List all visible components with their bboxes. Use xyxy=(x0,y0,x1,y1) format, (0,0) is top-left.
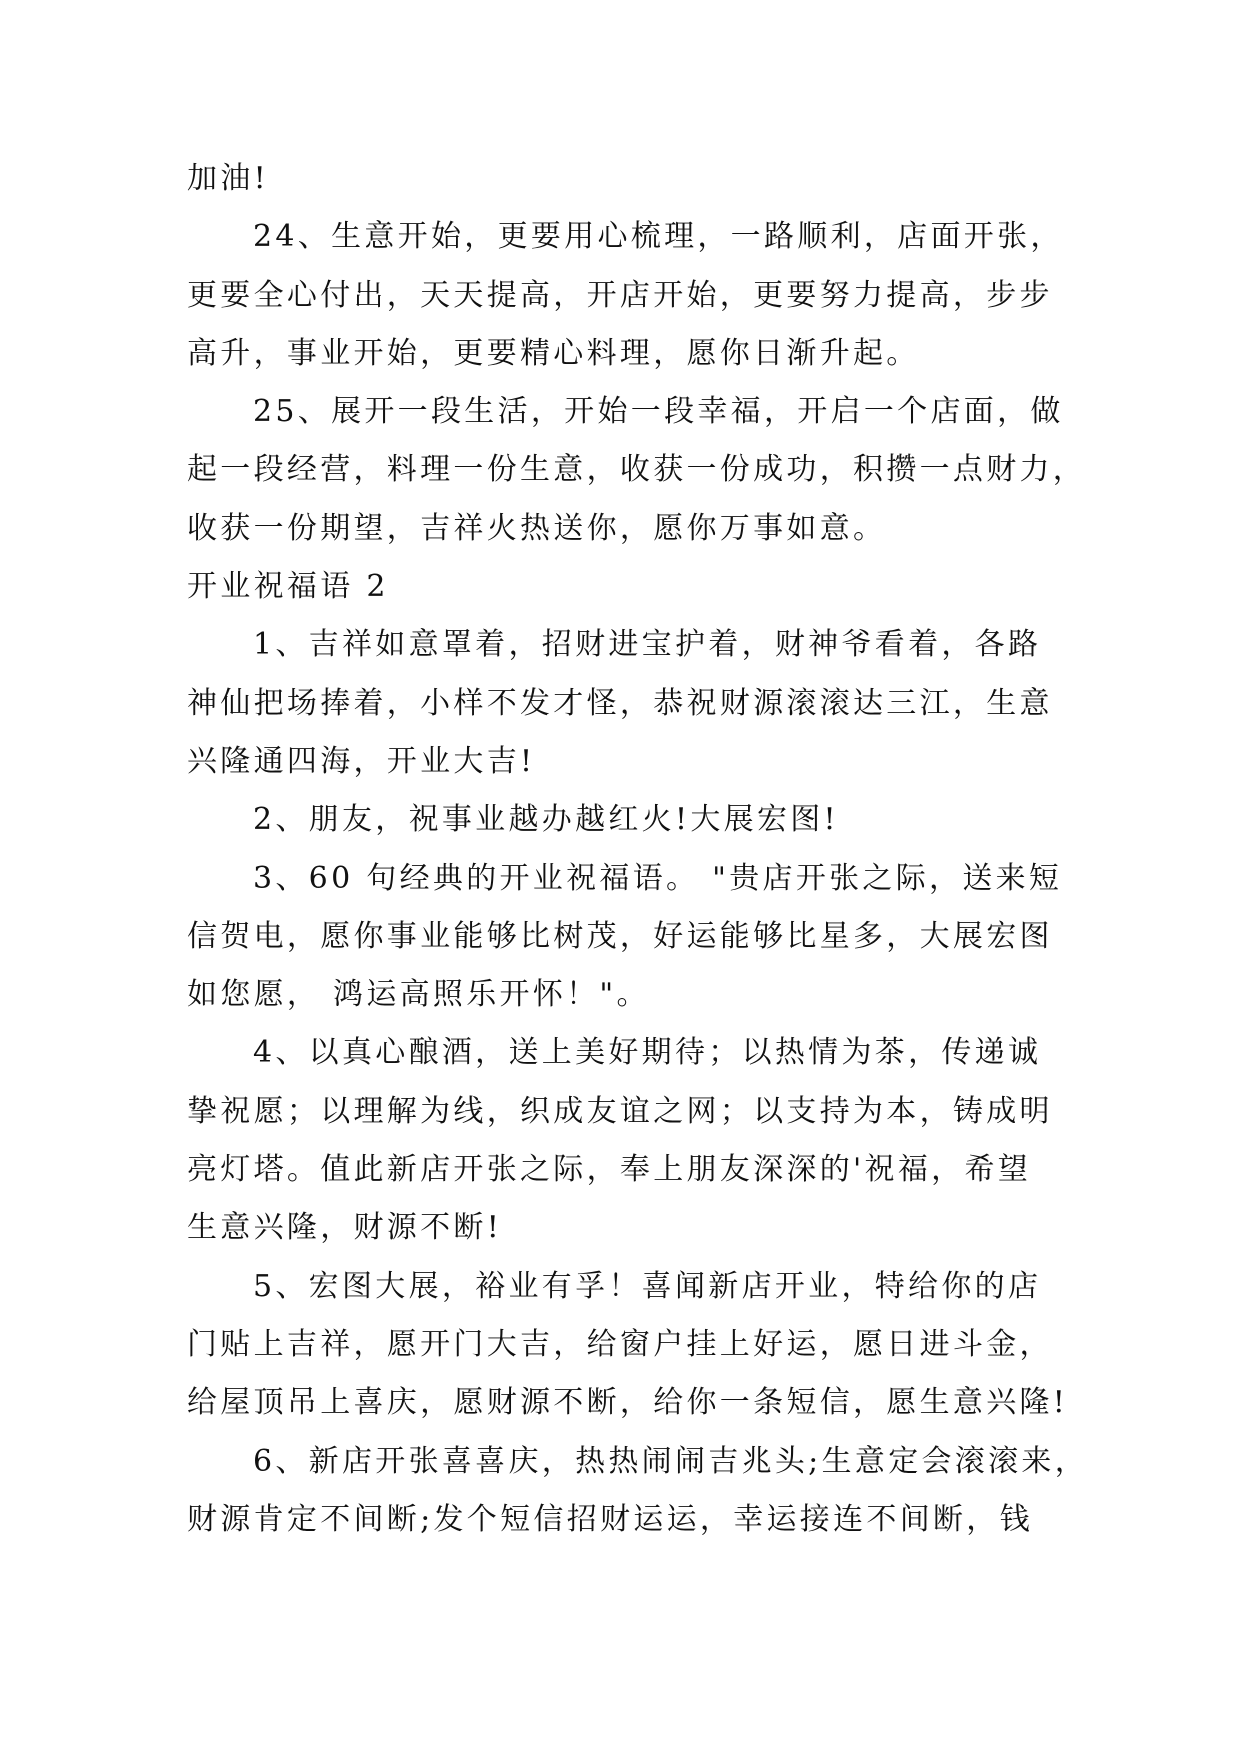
text-line: 起一段经营，料理一份生意，收获一份成功，积攒一点财力， xyxy=(187,452,1087,488)
wish-paragraph-6 xyxy=(187,1433,1088,1550)
text-line: 如您愿， 鸿运高照乐开怀！"。 xyxy=(187,977,650,1013)
text-line: 更要全心付出，天天提高，开店开始，更要努力提高，步步 xyxy=(187,277,1053,313)
text-line: 给屋顶吊上喜庆，愿财源不断，给你一条短信，愿生意兴隆! xyxy=(187,1385,1069,1421)
section-heading-text: 开业祝福语 2 xyxy=(187,569,389,605)
text-line: 财源肯定不间断;发个短信招财运运，幸运接连不间断，钱 xyxy=(187,1501,1033,1537)
wish-paragraph-3 xyxy=(187,850,1063,1025)
document-body xyxy=(187,150,1088,1549)
text-line: 4、以真心酿酒，送上美好期待；以热情为茶，传递诚 xyxy=(253,1035,1042,1071)
text-line: 挚祝愿；以理解为线，织成友谊之网；以支持为本，铸成明 xyxy=(187,1093,1053,1129)
text-line: 加油! xyxy=(187,161,269,196)
text-line: 收获一份期望，吉祥火热送你，愿你万事如意。 xyxy=(187,510,887,546)
wish-paragraph-24 xyxy=(187,208,1064,383)
text-line: 门贴上吉祥，愿开门大吉，给窗户挂上好运，愿日进斗金， xyxy=(187,1326,1053,1362)
wish-paragraph-1 xyxy=(187,616,1054,791)
text-line: 神仙把场捧着，小样不发才怪，恭祝财源滚滚达三江，生意 xyxy=(187,685,1053,721)
wish-paragraph-4 xyxy=(187,1024,1054,1257)
text-line: 信贺电，愿你事业能够比树茂，好运能够比星多，大展宏图 xyxy=(187,918,1053,954)
wish-paragraph-25 xyxy=(187,383,1087,558)
text-line: 2、朋友，祝事业越办越红火!大展宏图! xyxy=(253,802,839,838)
text-line: 1、吉祥如意罩着，招财进宝护着，财神爷看着，各路 xyxy=(253,627,1042,663)
text-line: 5、宏图大展，裕业有孚！喜闻新店开业，特给你的店 xyxy=(253,1268,1042,1304)
text-line: 25、展开一段生活，开始一段幸福，开启一个店面，做 xyxy=(253,394,1064,430)
text-line: 6、新店开张喜喜庆，热热闹闹吉兆头;生意定会滚滚来， xyxy=(253,1443,1088,1479)
wish-paragraph-5 xyxy=(187,1258,1069,1433)
wish-paragraph-2 xyxy=(187,791,1054,849)
section-heading xyxy=(187,558,1054,616)
continuation-paragraph xyxy=(187,150,1054,208)
text-line: 生意兴隆，财源不断! xyxy=(187,1210,503,1246)
text-line: 高升，事业开始，更要精心料理，愿你日渐升起。 xyxy=(187,335,920,371)
text-line: 24、生意开始，更要用心梳理，一路顺利，店面开张， xyxy=(253,219,1064,255)
text-line: 3、60 句经典的开业祝福语。 "贵店开张之际，送来短 xyxy=(253,860,1063,896)
text-line: 亮灯塔。值此新店开张之际，奉上朋友深深的'祝福，希望 xyxy=(187,1152,1032,1188)
text-line: 兴隆通四海，开业大吉! xyxy=(187,743,536,779)
